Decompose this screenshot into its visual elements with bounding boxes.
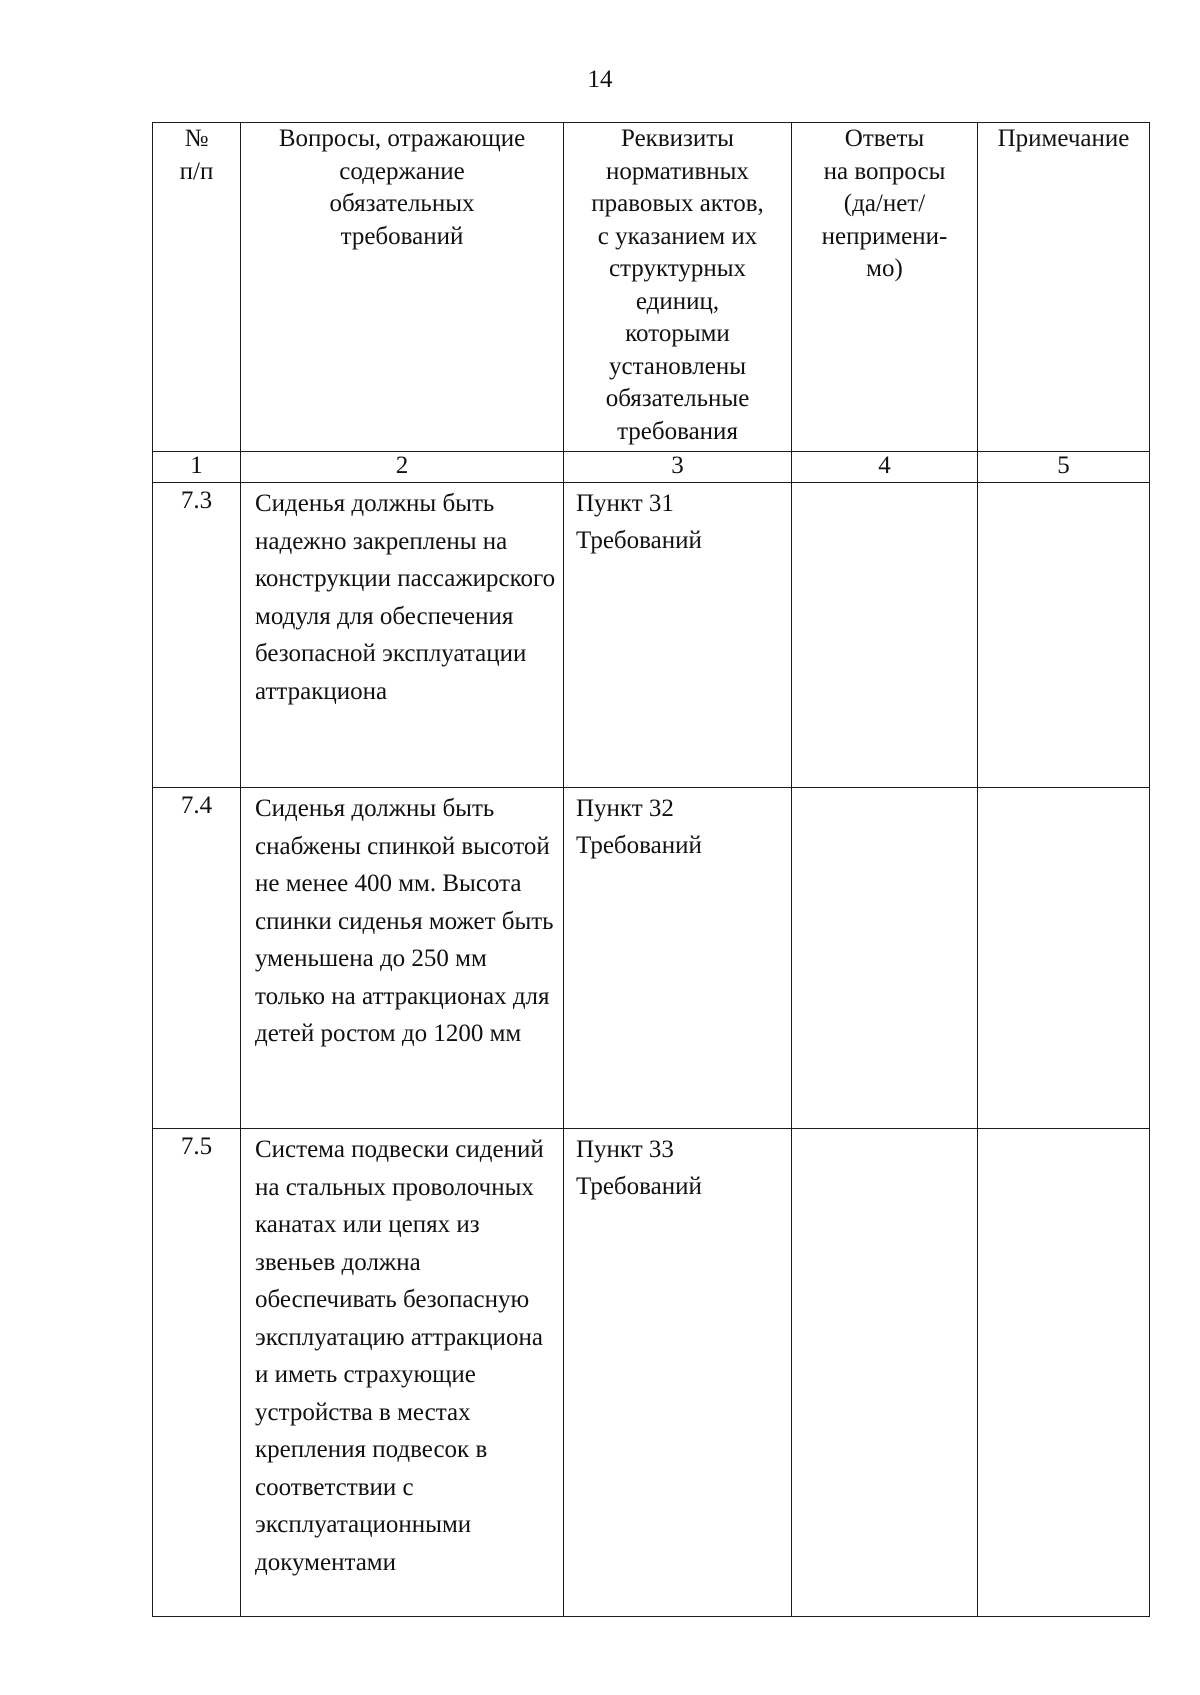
header-cell-number: № п/п (153, 123, 241, 452)
table-row (153, 483, 1150, 788)
column-number: 1 (153, 452, 241, 483)
row-answer[interactable] (792, 483, 978, 788)
row-question: Сиденья должны быть снабжены спинкой высотой не менее 400 мм. Высота спинки сиденья может быть уменьшена до 250 мм только на аттракционах для детей ростом до 1200 мм (241, 788, 564, 1129)
row-question: Система подвески сидений на стальных проволочных канатах или цепях из звеньев должна обеспечивать безопасную эксплуатацию аттракциона и иметь страхующие устройства в местах крепления подвесок в соответствии с эксплуатационными документами (241, 1129, 564, 1617)
row-reference: Пункт 33 Требований (564, 1129, 792, 1617)
row-note[interactable] (978, 788, 1150, 1129)
row-question: Сиденья должны быть надежно закреплены на конструкции пассажирского модуля для обеспечения безопасной эксплуатации аттракциона (241, 483, 564, 788)
column-number: 3 (564, 452, 792, 483)
table-header-row (153, 123, 1150, 452)
table-row (153, 1129, 1150, 1617)
row-note[interactable] (978, 483, 1150, 788)
row-answer[interactable] (792, 1129, 978, 1617)
row-number: 7.4 (153, 788, 241, 1129)
row-answer[interactable] (792, 788, 978, 1129)
column-number: 5 (978, 452, 1150, 483)
row-number: 7.3 (153, 483, 241, 788)
header-cell-question: Вопросы, отражающие содержание обязательных требований (241, 123, 564, 452)
header-cell-answer: Ответы на вопросы (да/нет/ непримени- мо) (792, 123, 978, 452)
column-number-row (153, 452, 1150, 483)
page-number: 14 (587, 66, 613, 93)
column-number: 2 (241, 452, 564, 483)
header-cell-note: Примечание (978, 123, 1150, 452)
row-reference: Пункт 32 Требований (564, 788, 792, 1129)
requirements-table (152, 122, 1150, 1617)
table-row (153, 788, 1150, 1129)
column-number: 4 (792, 452, 978, 483)
header-cell-reference: Реквизиты нормативных правовых актов, с указанием их структурных единиц, которыми установлены обязательные требования (564, 123, 792, 452)
row-reference: Пункт 31 Требований (564, 483, 792, 788)
row-note[interactable] (978, 1129, 1150, 1617)
row-number: 7.5 (153, 1129, 241, 1617)
